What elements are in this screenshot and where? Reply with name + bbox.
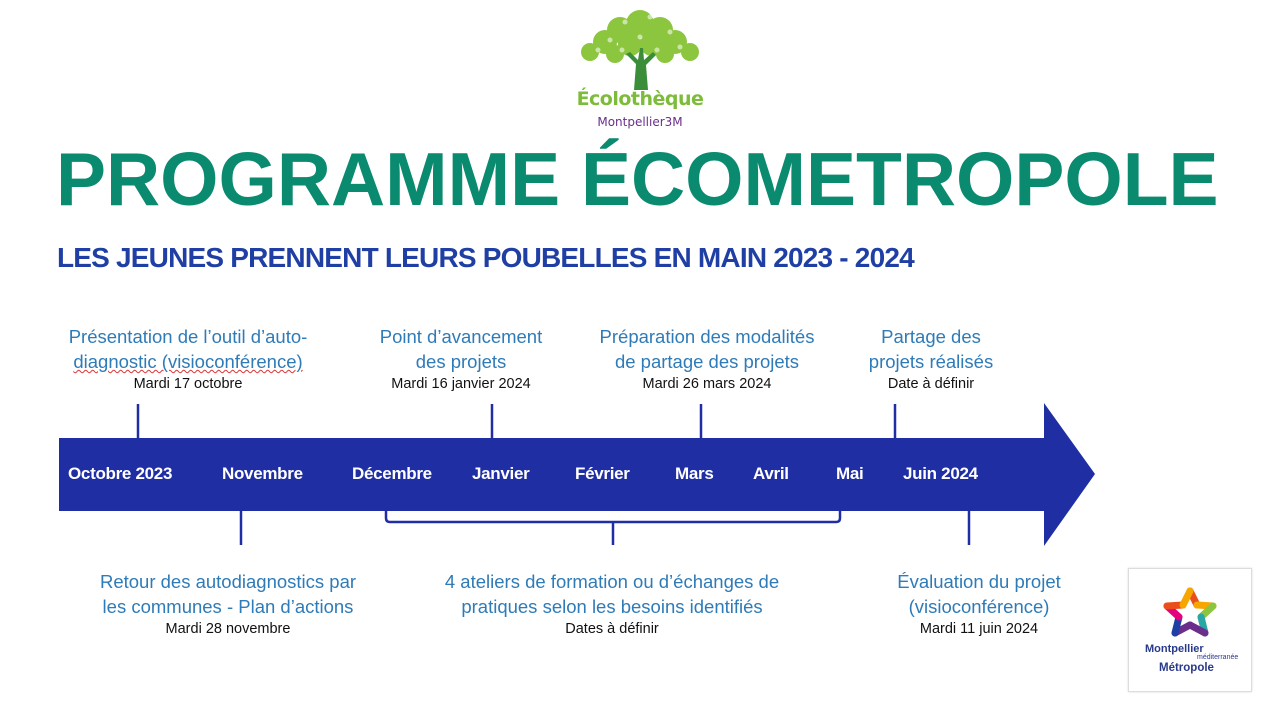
event-top-avancement <box>356 324 566 394</box>
event-bottom-ateliers <box>416 569 808 639</box>
logo-text-mediterranee: méditerranée <box>1197 654 1239 661</box>
event-date: Date à définir <box>887 376 975 392</box>
month-label: Avril <box>753 464 789 483</box>
event-title: pratiques selon les besoins identifiés <box>461 596 763 617</box>
event-bottom-evaluation <box>876 569 1082 639</box>
logo-text-montpellier: Montpellier <box>1145 643 1204 655</box>
logo-text-metropole: Métropole <box>1159 662 1214 674</box>
month-label: Mai <box>836 464 864 483</box>
event-date: Mardi 28 novembre <box>165 621 291 637</box>
month-label: Février <box>575 464 630 483</box>
month-label: Mars <box>675 464 714 483</box>
event-top-preparation <box>576 324 838 394</box>
page-title: PROGRAMME ÉCOMETROPOLE <box>56 137 1219 221</box>
month-label: Juin 2024 <box>903 464 978 483</box>
event-title: Partage des <box>881 326 981 347</box>
star-icon <box>1129 569 1251 641</box>
month-label: Janvier <box>472 464 530 483</box>
event-title: Retour des autodiagnostics par <box>99 571 357 592</box>
event-date: Mardi 17 octobre <box>133 376 243 392</box>
ecolotheque-subtitle: Montpellier3M <box>597 115 683 129</box>
ecolotheque-name: Écolothèque <box>576 88 704 110</box>
page-subtitle: LES JEUNES PRENNENT LEURS POUBELLES EN MAIN 2023 - 2024 <box>57 242 914 273</box>
month-label: Décembre <box>352 464 432 483</box>
event-title: (visioconférence) <box>908 596 1050 617</box>
month-label: Novembre <box>222 464 303 483</box>
event-date: Mardi 11 juin 2024 <box>919 621 1039 637</box>
ateliers-bracket <box>386 511 840 545</box>
event-date: Mardi 16 janvier 2024 <box>391 376 531 392</box>
event-title: Évaluation du projet <box>897 571 1061 592</box>
event-title: projets réalisés <box>868 351 994 372</box>
event-title: Point d’avancement <box>379 326 543 347</box>
event-title: 4 ateliers de formation ou d’échanges de <box>444 571 780 592</box>
event-title: Préparation des modalités <box>599 326 815 347</box>
event-date: Dates à définir <box>565 621 659 637</box>
event-title: les communes - Plan d’actions <box>102 596 354 617</box>
event-top-partage <box>846 324 1016 394</box>
month-label: Octobre 2023 <box>68 464 173 483</box>
event-top-autodiagnostic <box>40 324 336 394</box>
event-title: Présentation de l’outil d’auto- <box>68 326 308 347</box>
event-title: des projets <box>415 351 507 372</box>
event-date: Mardi 26 mars 2024 <box>642 376 772 392</box>
event-bottom-retour <box>78 569 378 639</box>
event-title: de partage des projets <box>614 351 800 372</box>
event-title: diagnostic (visioconférence) <box>73 351 303 372</box>
montpellier-metropole-logo <box>1128 568 1252 692</box>
